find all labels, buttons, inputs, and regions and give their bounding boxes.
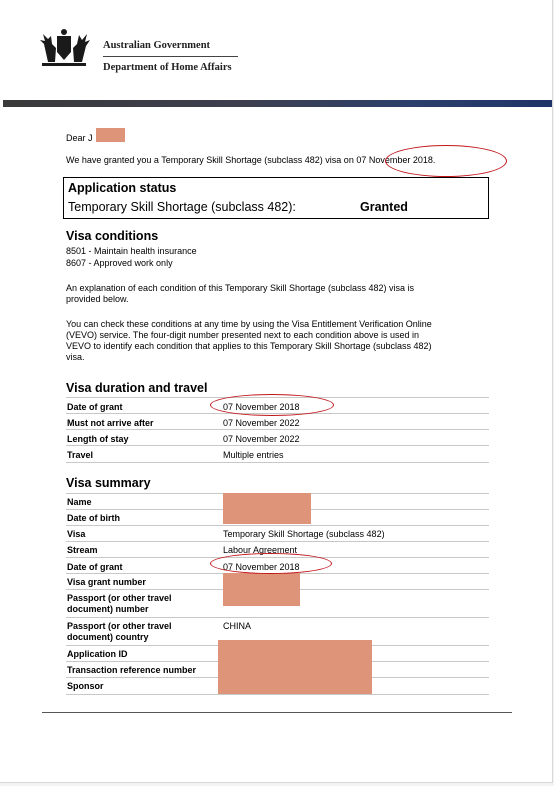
summary-label: Passport (or other travel xyxy=(67,621,172,631)
vevo-paragraph-line: VEVO to identify each condition that applies to this Temporary Skill Shortage (subclass 482) xyxy=(66,341,432,351)
application-status-box xyxy=(63,177,489,219)
conditions-explanation-line: provided below. xyxy=(66,294,129,304)
duration-value: 07 November 2022 xyxy=(223,418,300,428)
redaction-salutation-name xyxy=(96,128,125,142)
summary-label: Stream xyxy=(67,545,98,555)
table-row xyxy=(66,429,489,446)
summary-label: Date of birth xyxy=(67,513,120,523)
department-name: Department of Home Affairs xyxy=(103,62,232,73)
vevo-paragraph-line: (VEVO) service. The four-digit number presented next to each condition above is used in xyxy=(66,330,420,340)
application-status-visa-type: Temporary Skill Shortage (subclass 482): xyxy=(68,200,296,214)
grant-statement-date: 07 November 2018. xyxy=(356,155,436,165)
vevo-paragraph-line: visa. xyxy=(66,352,85,362)
coat-of-arms-logo xyxy=(34,26,94,70)
summary-label: Application ID xyxy=(67,649,128,659)
summary-label: document) country xyxy=(67,632,149,642)
footer-divider xyxy=(42,712,512,713)
summary-heading: Visa summary xyxy=(66,476,151,490)
header-divider xyxy=(103,56,238,57)
summary-label: Name xyxy=(67,497,92,507)
duration-value: Multiple entries xyxy=(223,450,284,460)
summary-value: Temporary Skill Shortage (subclass 482) xyxy=(223,529,385,539)
visa-conditions-heading: Visa conditions xyxy=(66,229,159,243)
summary-label: Passport (or other travel xyxy=(67,593,172,603)
header-band xyxy=(3,100,552,107)
summary-value: Labour Agreement xyxy=(223,545,298,555)
summary-value: 07 November 2018 xyxy=(223,562,300,572)
summary-label: Visa xyxy=(67,529,86,539)
redaction-grant-passport-number xyxy=(223,573,300,606)
vevo-paragraph-line: You can check these conditions at any time by using the Visa Entitlement Verification Online xyxy=(66,319,432,329)
duration-label: Travel xyxy=(67,450,94,460)
annotation-circle-summary-grant-date xyxy=(210,553,332,574)
summary-label: Visa grant number xyxy=(67,577,146,587)
duration-heading: Visa duration and travel xyxy=(66,381,208,395)
table-row xyxy=(66,525,489,542)
conditions-explanation-line: An explanation of each condition of this Temporary Skill Shortage (subclass 482) visa is xyxy=(66,283,415,293)
duration-value: 07 November 2022 xyxy=(223,434,300,444)
table-row xyxy=(66,445,489,463)
summary-label: document) number xyxy=(67,604,149,614)
application-status-heading: Application status xyxy=(68,181,177,195)
salutation: Dear J xyxy=(66,133,93,143)
duration-label: Length of stay xyxy=(67,434,129,444)
summary-label: Sponsor xyxy=(67,681,104,691)
redaction-name-dob xyxy=(223,493,311,524)
duration-label: Date of grant xyxy=(67,402,123,412)
condition-item: 8607 - Approved work only xyxy=(66,258,173,268)
grant-statement-text: We have granted you a Temporary Skill Shortage (subclass 482) visa on xyxy=(66,155,354,165)
summary-label: Transaction reference number xyxy=(67,665,197,675)
condition-item: 8501 - Maintain health insurance xyxy=(66,246,197,256)
redaction-application-details xyxy=(218,640,372,694)
application-status-value: Granted xyxy=(360,200,408,214)
duration-value: 07 November 2018 xyxy=(223,402,300,412)
summary-label: Date of grant xyxy=(67,562,123,572)
annotation-circle-intro-date xyxy=(385,145,507,177)
annotation-circle-grant-date xyxy=(210,394,334,416)
duration-label: Must not arrive after xyxy=(67,418,154,428)
summary-value: CHINA xyxy=(223,621,252,631)
grant-statement xyxy=(66,155,435,166)
government-name: Australian Government xyxy=(103,40,211,51)
